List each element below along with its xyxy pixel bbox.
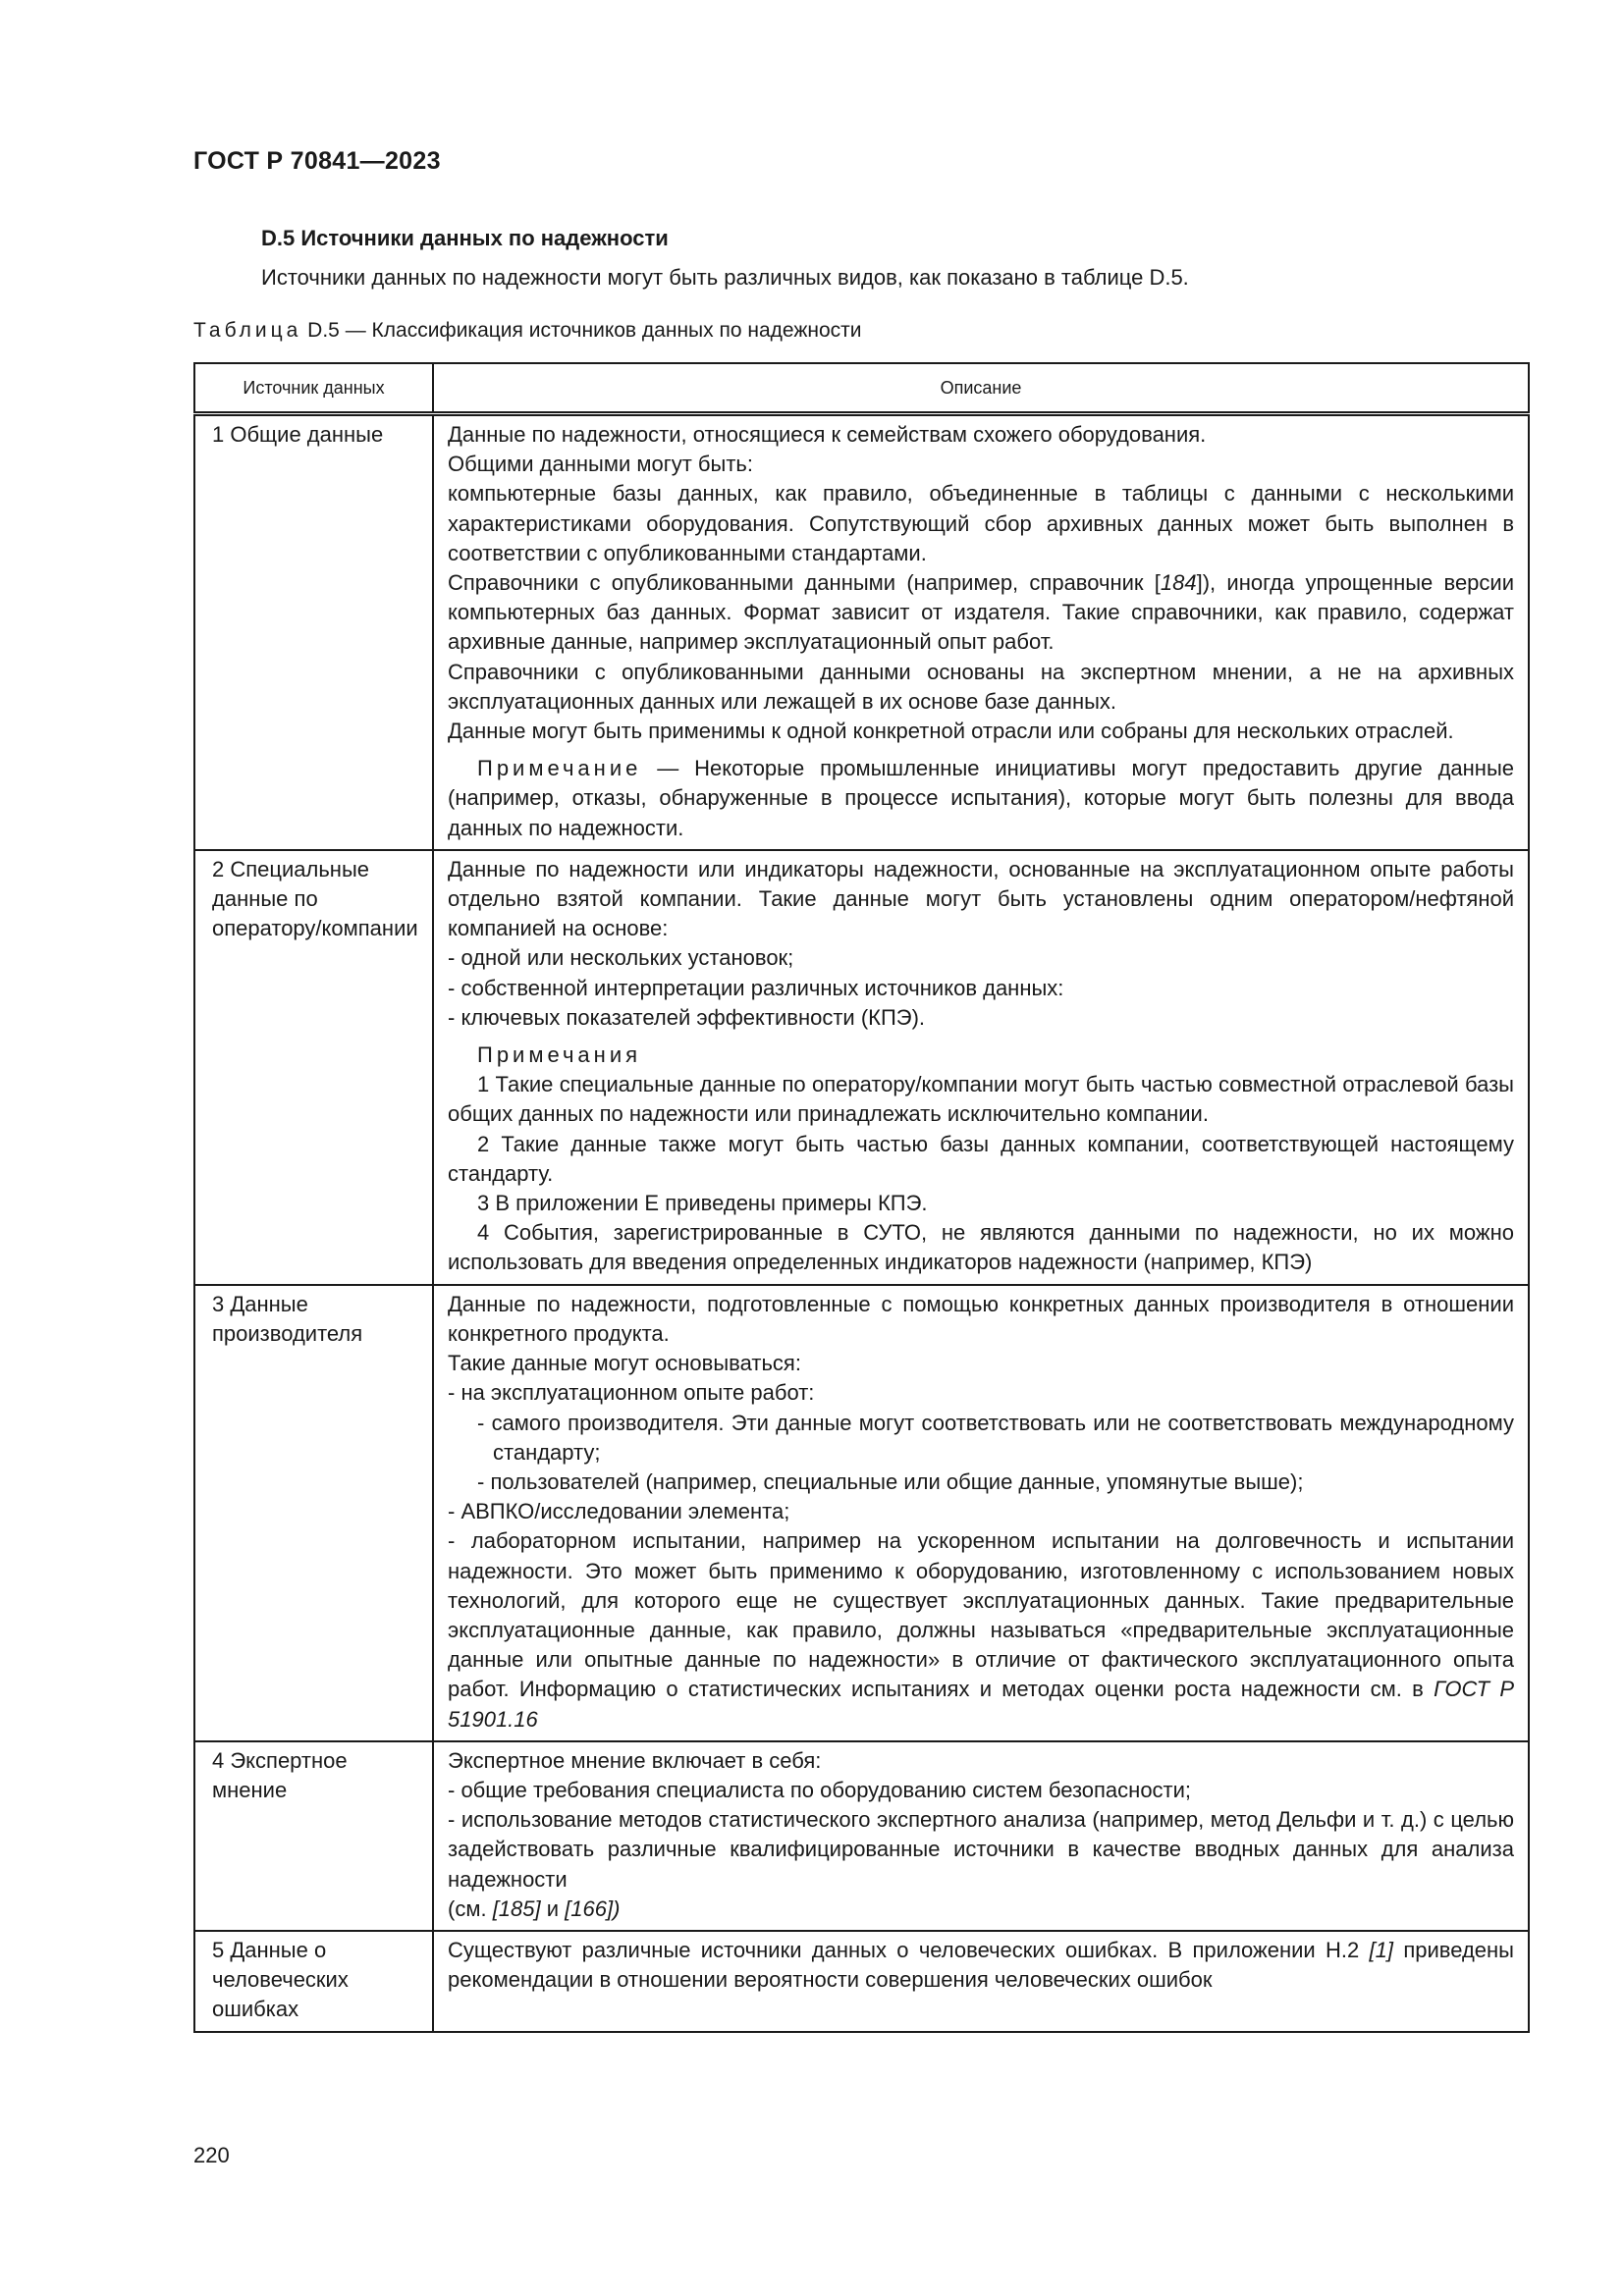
text-fragment: приведены рекомендации в отношении вероятности совершения человеческих ошибок — [448, 1937, 1514, 1993]
description-cell — [433, 1931, 1529, 2032]
reference-ref: [166]) — [565, 1896, 621, 1921]
text-fragment: ]), иногда упрощенные версии компьютерных баз данных. Формат зависит от издателя. Такие справочники, как правило, содержат архивные данные, например эксплуатационный опыт работ. — [448, 570, 1514, 655]
text-line: Данные по надежности или индикаторы надежности, основанные на эксплуатационном опыте работы отдельно взятой компании. Такие данные могут быть установлены одним оператором/нефтяной компанией на основе: — [448, 856, 1514, 941]
data-sources-table — [193, 362, 1528, 2033]
note-label: Примечание — [477, 756, 642, 781]
header-description: Описание — [433, 363, 1529, 414]
note-text: — Некоторые промышленные инициативы могут предоставить другие данные (например, отказы, обнаруженные в процессе испытания), которые могут быть полезны для ввода данных по надежности. — [448, 756, 1514, 840]
header-source: Источник данных — [194, 363, 433, 414]
note — [448, 754, 1514, 843]
text-fragment: (см. — [448, 1896, 493, 1921]
text-line: - собственной интерпретации различных источников данных: — [448, 975, 1064, 1000]
text-line: Общими данными могут быть: — [448, 452, 753, 477]
text-line: - ключевых показателей эффективности (КПЭ). — [448, 1004, 926, 1030]
reference-ref: 184 — [1160, 570, 1197, 596]
text-line — [448, 1895, 1514, 1924]
text-line: компьютерные базы данных, как правило, объединенные в таблицы с данными с несколькими характеристиками оборудования. Сопутствующий сбор архивных данных может быть выполнен в соответствии с опубликованными стандартами. — [448, 481, 1514, 565]
reference-ref: [185] — [492, 1896, 541, 1921]
text-line — [448, 1936, 1514, 1995]
sub-item: - пользователей (например, специальные или общие данные, упомянутые выше); — [477, 1468, 1304, 1494]
text-fragment: и — [540, 1896, 566, 1921]
text-line: Справочники с опубликованными данными основаны на экспертном мнении, а не на архивных эксплуатационных данных или лежащей в их основе базе данных. — [448, 659, 1514, 714]
table-caption-text: D.5 — Классификация источников данных по надежности — [301, 319, 862, 342]
text-line: Данные по надежности, относящиеся к семействам схожего оборудования. — [448, 422, 1207, 447]
table-row — [194, 1285, 1529, 1741]
table-row — [194, 1931, 1529, 2032]
reference-ref: [1] — [1369, 1937, 1394, 1962]
section-title: D.5 Источники данных по надежности — [261, 226, 669, 250]
description-cell — [433, 1741, 1529, 1931]
table-caption-label: Таблица — [193, 319, 302, 342]
sub-item: - самого производителя. Эти данные могут соответствовать или не соответствовать международному стандарту; — [477, 1410, 1514, 1465]
section-intro: Источники данных по надежности могут быть различных видов, как показано в таблице D.5. — [261, 265, 1189, 290]
source-cell: 2 Специальные данные по оператору/компании — [194, 850, 433, 1285]
text-line: - использование методов статистического экспертного анализа (например, метод Дельфи и т. д.) с целью задействовать различные квалифицированные источники в качестве вводных данных для анализа надежности — [448, 1807, 1514, 1892]
table-row — [194, 850, 1529, 1285]
text-line: Данные могут быть применимы к одной конкретной отрасли или собраны для нескольких отраслей. — [448, 719, 1454, 744]
standard-header: ГОСТ Р 70841—2023 — [193, 147, 441, 175]
note-item: 4 События, зарегистрированные в СУТО, не являются данными по надежности, но их можно использовать для введения определенных индикаторов надежности (например, КПЭ) — [448, 1220, 1514, 1275]
text-line: Экспертное мнение включает в себя: — [448, 1747, 822, 1773]
note-item: 2 Такие данные также могут быть частью базы данных компании, соответствующей настоящему стандарту. — [448, 1131, 1514, 1186]
source-cell: 1 Общие данные — [194, 414, 433, 850]
notes-label: Примечания — [477, 1042, 642, 1068]
source-cell: 3 Данные производителя — [194, 1285, 433, 1741]
description-cell — [433, 850, 1529, 1285]
table-caption — [193, 319, 862, 343]
text-line: - одной или нескольких установок; — [448, 945, 794, 971]
text-fragment: Справочники с опубликованными данными (например, справочник [ — [448, 570, 1161, 596]
text-line: - на эксплуатационном опыте работ: — [448, 1380, 815, 1406]
text-line: - АВПКО/исследовании элемента; — [448, 1499, 790, 1524]
source-cell: 4 Экспертное мнение — [194, 1741, 433, 1931]
page-number: 220 — [193, 2143, 230, 2167]
text-line: - общие требования специалиста по оборудованию систем безопасности; — [448, 1777, 1192, 1802]
table-row — [194, 1741, 1529, 1931]
description-cell — [433, 414, 1529, 850]
note-item: 1 Такие специальные данные по оператору/компании могут быть частью совместной отраслевой базы общих данных по надежности или принадлежать исключительно компании. — [448, 1072, 1514, 1127]
text-fragment: - лабораторном испытании, например на ускоренном испытании на долговечность и испытании надежности. Это может быть применимо к оборудованию, изготовленному с использованием новых технологий, для которого еще не существует эксплуатационных данных. Такие предварительные эксплуатационные данные, как правило, должны называться «предварительные эксплуатационные данные или опытные данные по надежности» в отличие от фактического эксплуатационного опыта работ. Информацию о статистических испытаниях и методах оценки роста надежности см. в — [448, 1528, 1514, 1702]
text-line: Такие данные могут основываться: — [448, 1351, 801, 1376]
table-row — [194, 414, 1529, 850]
table-header-row — [194, 363, 1529, 414]
note-item: 3 В приложении Е приведены примеры КПЭ. — [477, 1191, 928, 1216]
standard-reference: ГОСТ Р 51901.16 — [448, 1677, 1514, 1732]
source-cell: 5 Данные о человеческих ошибках — [194, 1931, 433, 2032]
text-line: Данные по надежности, подготовленные с помощью конкретных данных производителя в отношении конкретного продукта. — [448, 1291, 1514, 1346]
text-fragment: Существуют различные источники данных о человеческих ошибках. В приложении Н.2 — [448, 1937, 1370, 1962]
description-cell — [433, 1285, 1529, 1741]
text-line — [448, 1526, 1514, 1734]
text-line — [448, 568, 1514, 658]
